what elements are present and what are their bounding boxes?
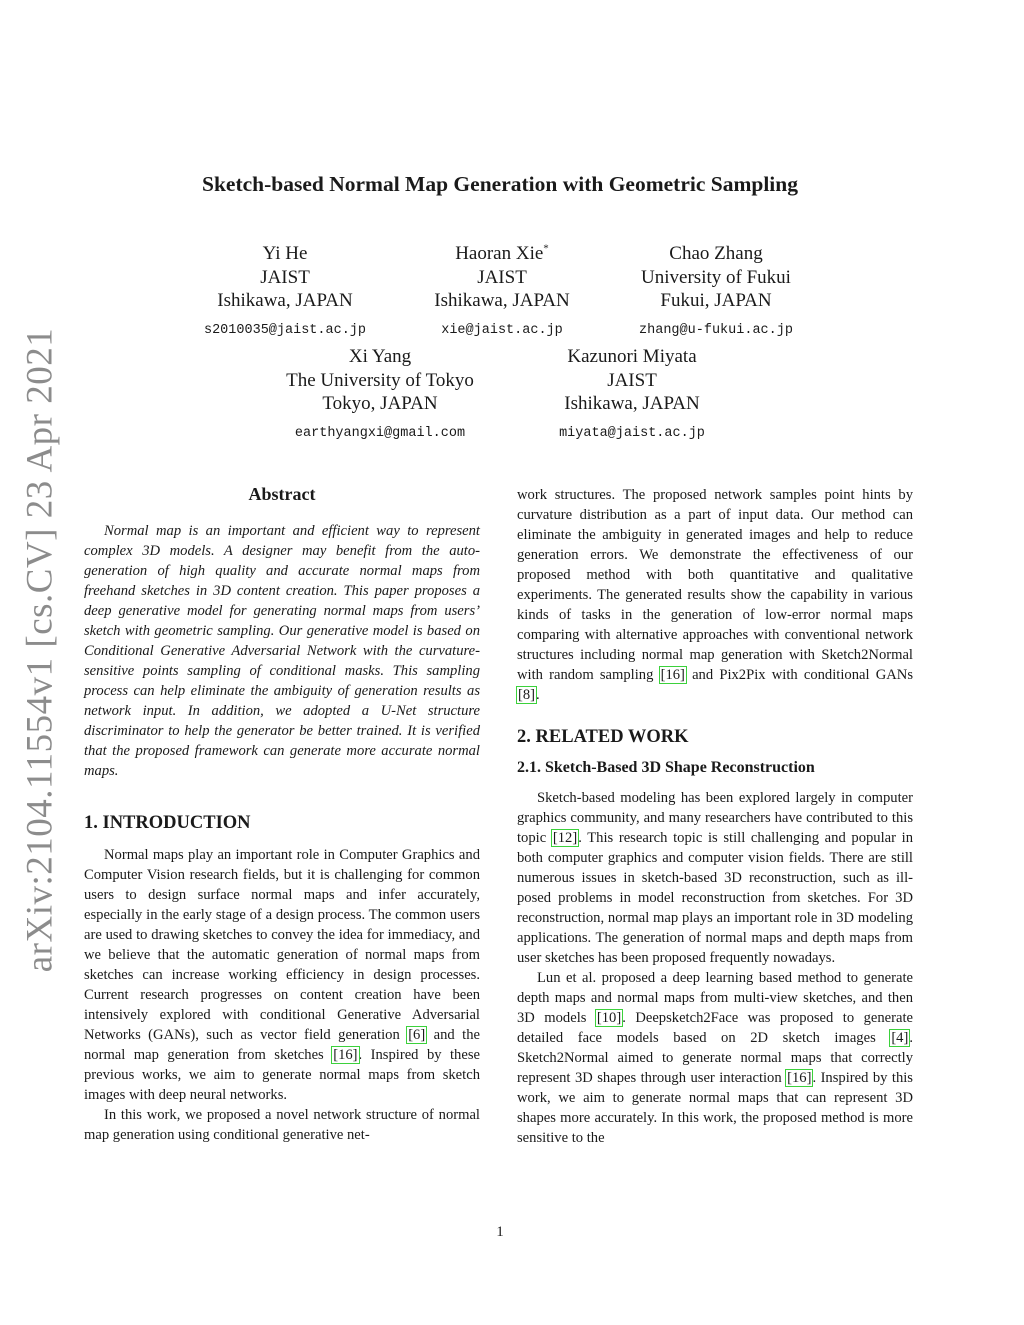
citation-link[interactable]: [16] [333,1047,358,1063]
related-paragraph [517,968,913,1148]
related-paragraph [517,788,913,968]
related-text: . Sketch2Normal aimed to generate normal maps that correctly represent 3D shapes through user interaction [517,1030,913,1086]
intro-text: . Inspired by these previous works, we aim to generate normal maps from sketch images with deep neural networks. [84,1047,480,1103]
author-affiliation: The University of Tokyo [286,369,474,391]
author-email[interactable]: zhang@u-fukui.ac.jp [639,322,793,338]
corresponding-mark: * [543,242,549,255]
author-name: Chao Zhang [669,243,763,264]
citation-link[interactable]: [12] [552,830,578,846]
author-location: Fukui, JAPAN [660,290,772,311]
author-name: Kazunori Miyata [567,346,697,367]
related-text: Lun et al. proposed a deep learning based method to generate depth maps and normal maps from multi-view sketches, and then 3D models [517,970,913,1026]
paper-title: Sketch-based Normal Map Generation with Geometric Sampling [202,172,798,196]
author-block [265,345,495,445]
citation-link[interactable]: [4] [891,1030,909,1046]
related-text: . Inspired by this work, we aim to generate normal maps that can represent 3D shapes more accurately. In this work, the proposed method is more sensitive to the [517,1070,913,1146]
author-block [402,242,602,342]
related-text: Sketch-based modeling has been explored largely in computer graphics community, and many researchers have contributed to this topic [517,790,913,846]
intro-text: and the normal map generation from sketches [84,1027,480,1063]
author-location: Tokyo, JAPAN [322,393,438,414]
intro-paragraph: In this work, we proposed a novel network structure of normal map generation using conditional generative net- [84,1107,480,1143]
author-email[interactable]: earthyangxi@gmail.com [294,425,466,441]
subsection-heading: 2.1. Sketch-Based 3D Shape Reconstruction [517,759,815,776]
author-block [601,242,831,342]
abstract-text: Normal map is an important and efficient way to represent complex 3D models. A designer may benefit from the auto-generation of high quality and accurate normal maps from freehand sketches in 3D content creation. This paper proposes a deep generative model for generating normal maps from users’ sketch with geometric sampling. Our generative model is based on Conditional Generative Adversarial Network with the curvature-sensitive points sampling of conditional masks. This sampling process can help eliminate the ambiguity of generation results as network input. In addition, we adopted a U-Net structure discriminator to help the generator be better trained. It is verified that the proposed framework can generate more accurate normal maps. [84,523,480,779]
citation-link[interactable]: [16] [787,1070,812,1086]
abstract-heading: Abstract [248,484,316,504]
right-column [517,485,913,1148]
citation-link[interactable]: [6] [408,1027,426,1043]
related-text: . This research topic is still challenging and popular in both computer graphics and computer vision fields. There are still numerous issues in sketch-based 3D reconstruction, such as ill-posed problems in model reconstruction from sketches. For 3D reconstruction, normal map plays an important role in 3D modeling applications. The generation of normal maps and depth maps from user sketches has been proposed frequently nowadays. [517,830,913,966]
author-email[interactable]: miyata@jaist.ac.jp [559,425,705,441]
page-number: 1 [496,1224,504,1240]
author-affiliation: JAIST [477,266,527,288]
arxiv-id-text: arXiv:2104.11554v1 [cs.CV] 23 Apr 2021 [19,327,61,973]
author-affiliation: University of Fukui [641,266,791,288]
author-email[interactable]: s2010035@jaist.ac.jp [203,322,367,338]
intro-text: . [536,687,540,703]
author-location: Ishikawa, JAPAN [564,393,700,414]
citation-link[interactable]: [8] [518,687,536,703]
author-name: Xi Yang [348,346,412,367]
author-name: Haoran Xie [455,243,544,264]
author-email[interactable]: xie@jaist.ac.jp [441,322,563,338]
left-column [84,484,480,1145]
author-block [522,345,742,445]
section-heading-related-work: 2. RELATED WORK [517,727,689,747]
intro-paragraph [84,845,480,1105]
author-affiliation: JAIST [260,266,310,288]
intro-text: work structures. The proposed network samples point hints by curvature distribution as a part of input data. Our method can eliminate the ambiguity in generated images and help to reduce generation errors. We demonstrate the effectiveness of our proposed method with both quantitative and qualitative experiments. The generated results show the capability in various kinds of tasks in the generation of low-error normal maps comparing with alternative approaches with conventional network structures including normal map generation with Sketch2Normal with random sampling [517,487,913,683]
intro-text: and Pix2Pix with conditional GANs [685,667,913,683]
intro-continued-paragraph [517,485,913,705]
author-name: Yi He [262,243,308,264]
author-location: Ishikawa, JAPAN [217,290,353,311]
author-affiliation: JAIST [607,369,657,391]
citation-link[interactable]: [16] [660,667,685,683]
intro-text: Normal maps play an important role in Computer Graphics and Computer Vision research fields, but it is challenging for common users to design surface normal maps and infer accurately, especially in the early stage of a design process. The common users are used to drawing sketches to convey the idea for immediacy, and we believe that the automatic generation of normal maps from sketches can increase working efficiency in design processes. Current research progresses on content creation have been intensively explored with conditional Generative Adversarial Networks (GANs), such as vector field generation [84,847,480,1043]
author-block [185,242,385,342]
section-heading-introduction: 1. INTRODUCTION [84,813,251,833]
related-text: . Deepsketch2Face was proposed to generate detailed face models based on 2D sketch images [517,1010,913,1046]
author-name-line [402,242,602,266]
citation-link[interactable]: [10] [596,1010,622,1026]
author-location: Ishikawa, JAPAN [434,290,570,311]
